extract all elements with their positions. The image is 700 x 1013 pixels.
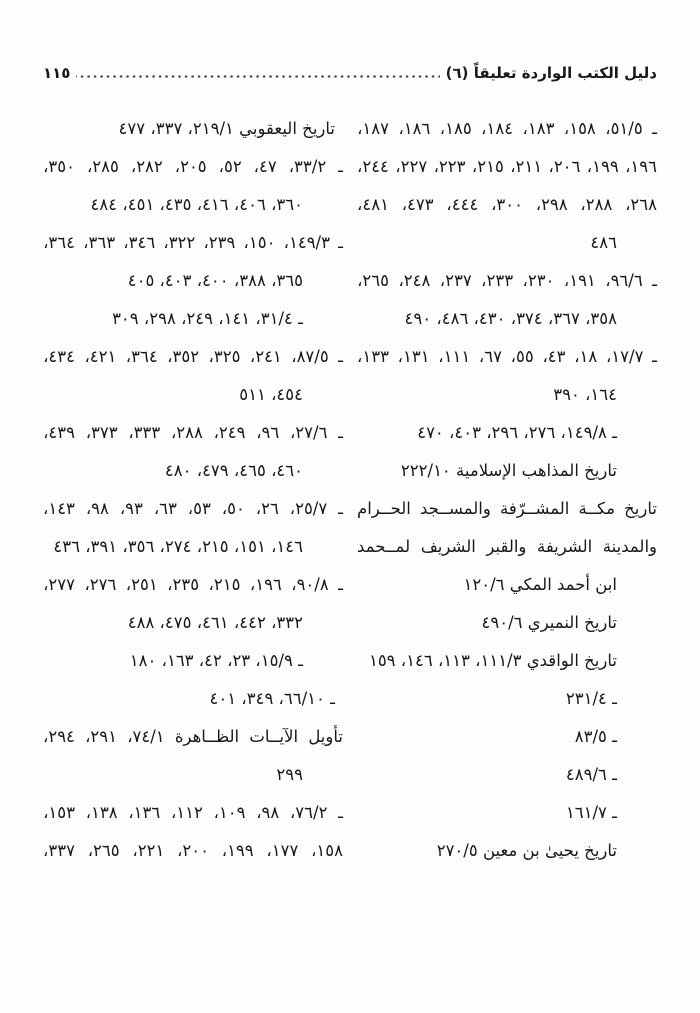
index-line: ـ ١٥/٩، ٢٣، ٤٢، ١٦٣، ١٨٠ <box>129 651 303 670</box>
index-line: ـ ٨٣/٥ <box>574 727 617 746</box>
index-line: ١٥٨، ١٧٧، ١٩٩، ٢٠٠، ٢٢١، ٢٦٥، ٣٣٧، <box>43 841 343 860</box>
index-line: تاريخ النميري ٤٩٠/٦ <box>481 613 617 632</box>
index-line: تاريخ المذاهب الإسلامية ٢٢٢/١٠ <box>400 461 617 480</box>
index-line: تاريخ مكــة المشــرّفة والمســجد الحــرام <box>357 499 657 518</box>
page-number: ١١٥ <box>43 64 71 82</box>
dot-leader <box>76 74 439 79</box>
header-title: دليل الكتب الواردة تعليقاً (٦) <box>445 64 657 82</box>
index-line: ـ ٩٠/٨، ١٩٦، ٢١٥، ٢٣٥، ٢٥١، ٢٧٦، ٢٧٧، <box>43 575 343 594</box>
index-line: والمدينة الشريفة والقبر الشريف لمــحمد <box>357 537 657 556</box>
index-line: ـ ١٧/٧، ١٨، ٤٣، ٥٥، ٦٧، ١١١، ١٣١، ١٣٣، <box>357 347 657 366</box>
index-line: ٣٥٨، ٣٦٧، ٣٧٤، ٤٣٠، ٤٨٦، ٤٩٠ <box>404 309 617 328</box>
index-line: ـ ٥١/٥، ١٥٨، ١٨٣، ١٨٤، ١٨٥، ١٨٦، ١٨٧، <box>357 119 657 138</box>
column-right <box>357 110 657 870</box>
index-line: ١٦٤، ٣٩٠ <box>553 385 617 404</box>
index-line: ـ ١٤٩/٣، ١٥٠، ٢٣٩، ٣٢٢، ٣٤٦، ٣٦٣، ٣٦٤، <box>43 233 343 252</box>
index-line: ١٩٦، ١٩٩، ٢٠٦، ٢١١، ٢١٥، ٢٢٣، ٢٢٧، ٢٤٤، <box>357 157 657 176</box>
index-line: ـ ٧٦/٢، ٩٨، ١٠٩، ١١٢، ١٣٦، ١٣٨، ١٥٣، <box>43 803 343 822</box>
index-line: ـ ٨٧/٥، ٢٤١، ٣٢٥، ٣٥٢، ٣٦٤، ٤٢١، ٤٣٤، <box>43 347 343 366</box>
index-line: ٢٩٩ <box>276 765 303 784</box>
running-header <box>43 58 657 82</box>
index-line: ـ ٩٦/٦، ١٩١، ٢٣٠، ٢٣٣، ٢٣٧، ٢٤٨، ٢٦٥، <box>357 271 657 290</box>
index-line: تاريخ يحيىٰ بن معين ٢٧٠/٥ <box>436 841 617 860</box>
index-line: ابن أحمد المكي ١٢٠/٦ <box>463 575 617 594</box>
index-line: ١٤٦، ١٥١، ٢١٥، ٢٧٤، ٣٥٦، ٣٩١، ٤٣٦ <box>53 537 303 556</box>
index-line: ـ ١٤٩/٨، ٢٧٦، ٢٩٦، ٤٠٣، ٤٧٠ <box>417 423 617 442</box>
index-line: ـ ٤٨٩/٦ <box>565 765 617 784</box>
index-line: ـ ٢٣١/٤ <box>565 689 617 708</box>
index-line: ٣٣٢، ٤٤٢، ٤٦١، ٤٧٥، ٤٨٨ <box>127 613 303 632</box>
index-line: ٢٦٨، ٢٨٨، ٢٩٨، ٣٠٠، ٤٤٤، ٤٧٣، ٤٨١، <box>357 195 657 214</box>
index-line: تاريخ اليعقوبي ٢١٩/١، ٣٣٧، ٤٧٧ <box>118 119 335 138</box>
text-columns <box>43 110 657 870</box>
index-line: ـ ٣١/٤، ١٤١، ٢٤٩، ٢٩٨، ٣٠٩ <box>112 309 303 328</box>
index-line: ـ ٦٦/١٠، ٣٤٩، ٤٠١ <box>209 689 335 708</box>
index-line: ـ ٢٥/٧، ٢٦، ٥٠، ٥٣، ٦٣، ٩٣، ٩٨، ١٤٣، <box>43 499 343 518</box>
index-line: ٣٦٥، ٣٨٨، ٤٠٠، ٤٠٣، ٤٠٥ <box>127 271 303 290</box>
index-line: ـ ٢٧/٦، ٩٦، ٢٤٩، ٢٨٨، ٣٣٣، ٣٧٣، ٤٣٩، <box>43 423 343 442</box>
index-line: ـ ١٦١/٧ <box>565 803 617 822</box>
index-line: ـ ٣٣/٢، ٤٧، ٥٢، ٢٠٥، ٢٨٢، ٢٨٥، ٣٥٠، <box>43 157 343 176</box>
index-line: ٤٦٠، ٤٦٥، ٤٧٩، ٤٨٠ <box>164 461 303 480</box>
index-line: تأويل الآيــات الظــاهرة ٧٤/١، ٢٩١، ٢٩٤، <box>43 727 343 746</box>
index-line: ٤٥٤، ٥١١ <box>239 385 303 404</box>
index-line: تاريخ الواقدي ١١١/٣، ١١٣، ١٤٦، ١٥٩ <box>368 651 617 670</box>
index-line: ٤٨٦ <box>590 233 617 252</box>
index-line: ٣٦٠، ٤٠٦، ٤١٦، ٤٣٥، ٤٥١، ٤٨٤ <box>90 195 303 214</box>
column-left <box>43 110 343 870</box>
